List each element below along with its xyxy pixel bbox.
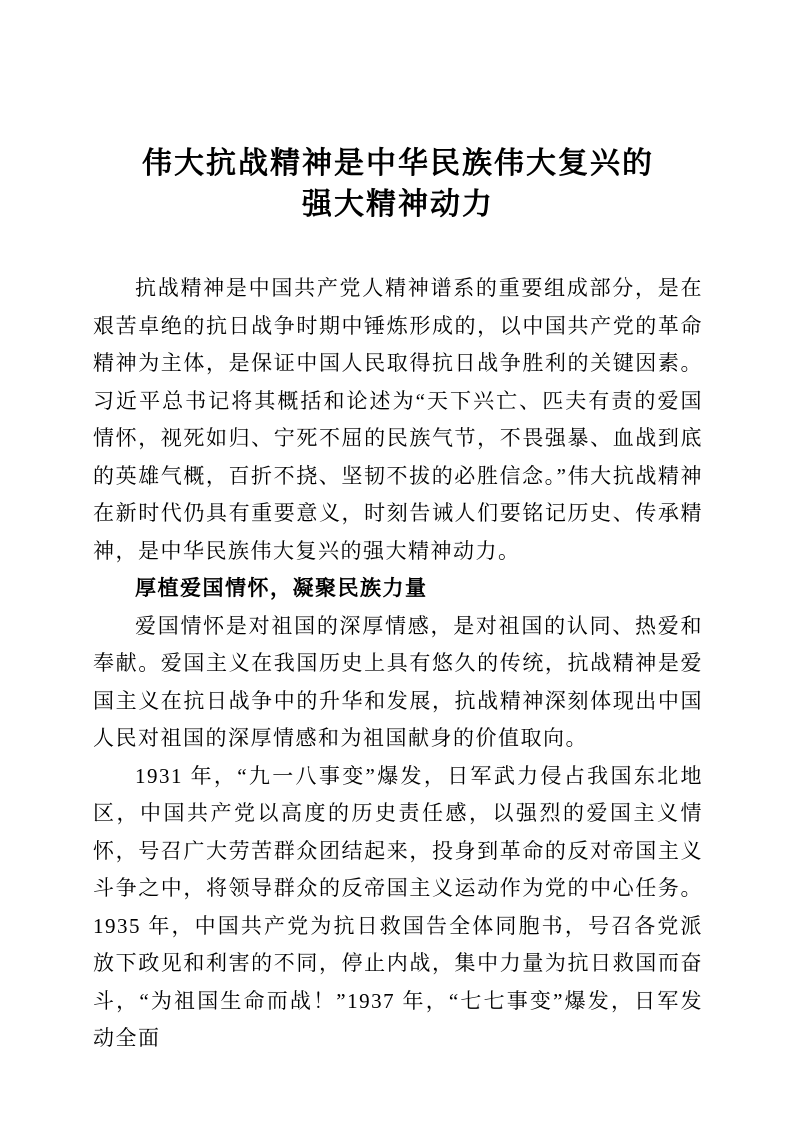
document-title — [93, 143, 703, 225]
paragraph: 爱国情怀是对祖国的深厚情感，是对祖国的认同、热爱和奉献。爱国主义在我国历史上具有悠久的传统，抗战精神是爱国主义在抗日战争中的升华和发展，抗战精神深刻体现出中国人民对祖国的深厚情感和为祖国献身的价值取向。 — [93, 613, 703, 750]
paragraph: 1931 年，“九一八事变”爆发，日军武力侵占我国东北地区，中国共产党以高度的历史责任感，以强烈的爱国主义情怀，号召广大劳苦群众团结起来，投身到革命的反对帝国主义斗争之中，将领导群众的反帝国主义运动作为党的中心任务。1935 年，中国共产党为抗日救国告全体同胞书，号召各党派放下政见和利害的不同，停止内战，集中力量为抗日救国而奋斗，“为祖国生命而战！”1937 年，“七七事变”爆发，日军发动全面 — [93, 763, 703, 1050]
document-body — [93, 270, 703, 1058]
section-heading: 厚植爱国情怀，凝聚民族力量 — [135, 576, 428, 600]
title-line-2: 强大精神动力 — [302, 188, 494, 221]
paragraph: 抗战精神是中国共产党人精神谱系的重要组成部分，是在艰苦卓绝的抗日战争时期中锤炼形成的，以中国共产党的革命精神为主体，是保证中国人民取得抗日战争胜利的关键因素。习近平总书记将其概括和论述为“天下兴亡、匹夫有责的爱国情怀，视死如归、宁死不屈的民族气节，不畏强暴、血战到底的英雄气概，百折不挠、坚韧不拔的必胜信念。”伟大抗战精神在新时代仍具有重要意义，时刻告诫人们要铭记历史、传承精神，是中华民族伟大复兴的强大精神动力。 — [93, 276, 703, 563]
title-line-1: 伟大抗战精神是中华民族伟大复兴的 — [142, 147, 654, 180]
